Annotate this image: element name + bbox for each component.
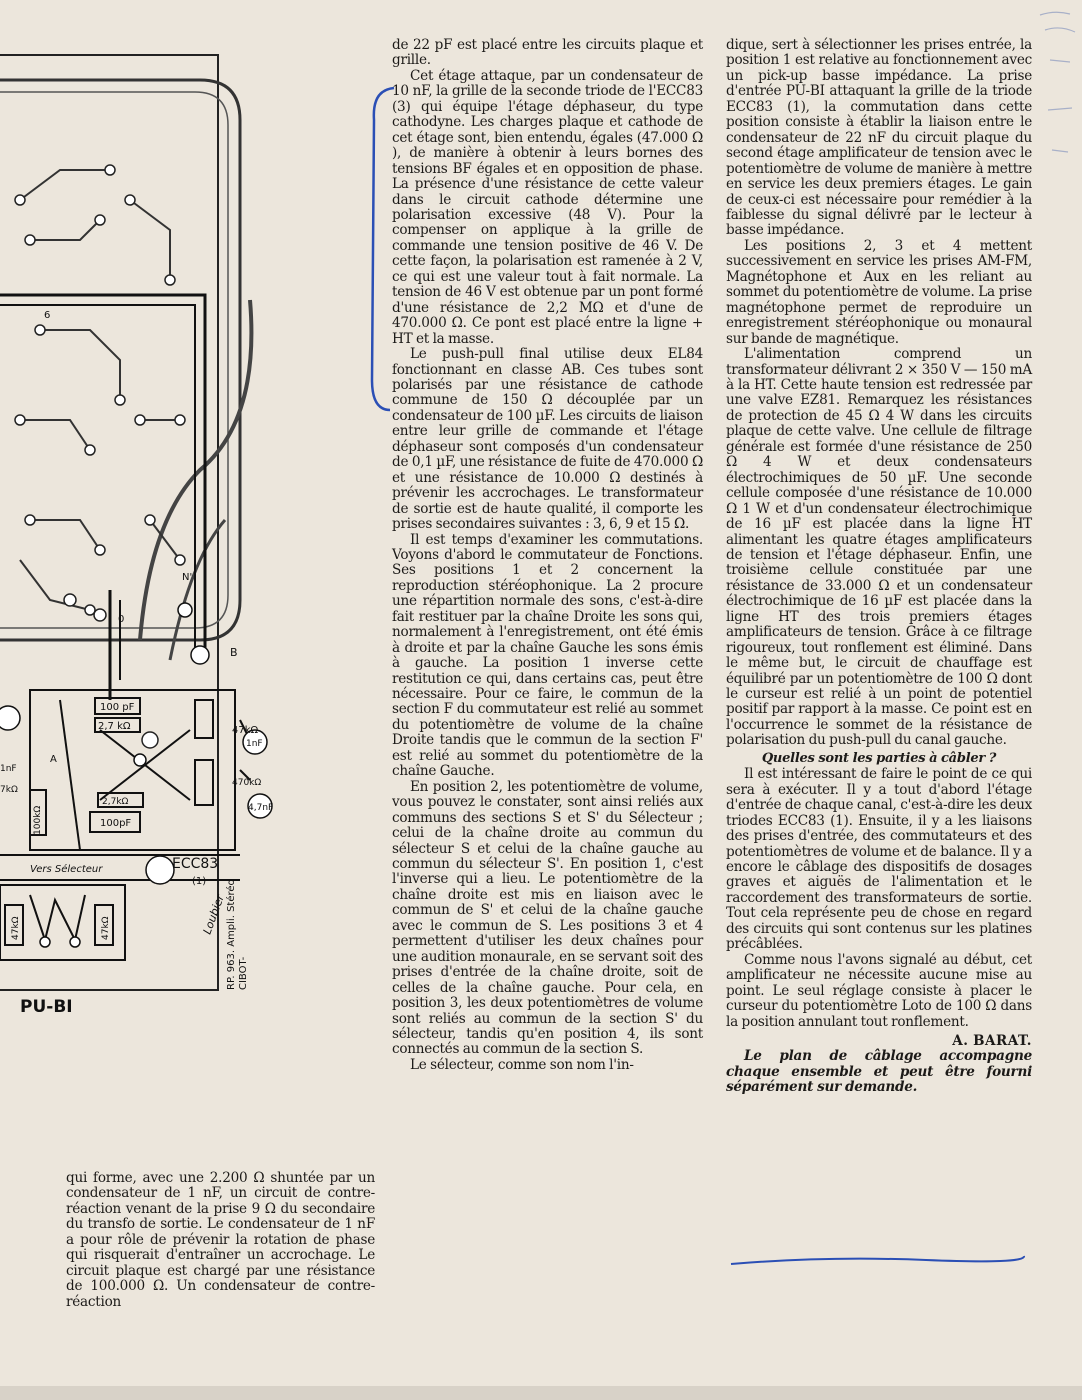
paragraph: dique, sert à sélectionner les prises entrée, la position 1 est relative au fonctionnement avec un pick-up basse impédance. La prise d'entrée PU-BI attaquant la grille de la triode ECC83 (1), la commutation dans cette position consiste à établir la liaison entre le condensateur de 22 nF du circuit plaque du second étage amplificateur de tension avec le potentiomètre de volume de manière à mettre en service les deux premiers étages. Le gain de ceux-ci est nécessaire pour remédier à la faiblesse du signal délivré par le lecteur à basse impédance. bbox=[726, 37, 1032, 239]
label-b: B bbox=[230, 646, 238, 659]
label-7k-left: 7kΩ bbox=[0, 785, 18, 795]
label-47k-right: 47kΩ bbox=[232, 725, 259, 736]
article-column-left bbox=[66, 1171, 375, 1310]
label-6: 6 bbox=[44, 310, 51, 321]
ink-underline-mark bbox=[726, 1250, 1026, 1270]
designer-signature: Loubier bbox=[200, 892, 227, 937]
label-100pf-bottom: 100pF bbox=[100, 818, 132, 829]
label-470k-right: 470kΩ bbox=[232, 778, 262, 788]
article-column-right bbox=[726, 38, 1032, 1096]
page-bottom-edge bbox=[0, 1386, 1082, 1400]
label-n: N' bbox=[182, 572, 193, 583]
paragraph: Le sélecteur, comme son nom l'in- bbox=[410, 1056, 634, 1073]
paragraph: Le push-pull final utilise deux EL84 fonctionnant en classe AB. Ces tubes sont polarisés par une résistance de cathode commune de 150 Ω découplée par un condensateur de 100 µF. Les circuits de liaison entre leur grille de commande et l'étage déphaseur sont composés d'un condensateur de 0,1 µF, une résistance de fuite de 470.000 Ω et une résistance de 10.000 Ω destinés à prévenir les accrochages. Le transformateur de sortie est de haute qualité, il comporte les prises secondaires suivantes : 3, 6, 9 et 15 Ω. bbox=[392, 346, 703, 533]
label-ecc83: ECC83 bbox=[172, 856, 219, 872]
paragraph: Comme nous l'avons signalé au début, cet amplificateur ne nécessite aucune mise au point. Le seul réglage consiste à placer le curseur du potentiomètre Loto de 100 Ω dans la position annulant tout ronflement. bbox=[726, 951, 1032, 1030]
label-pu-bi: PU-BI bbox=[20, 997, 73, 1017]
editorial-note: Le plan de câblage accompagne chaque ensemble et peut être fourni séparément sur demande. bbox=[726, 1048, 1032, 1096]
paragraph: Il est intéressant de faire le point de ce qui sera à exécuter. Il y a tout d'abord l'étage d'entrée de chaque canal, c'est-à-dire les deux triodes ECC83 (1). Ensuite, il y a les liaisons des prises d'entrée, des commutateurs et des potentiomètres de volume et de balance. Il y a encore le câblage des dispositifs de dosages graves et aiguës de l'alimentation et le raccordement des transformateurs de sortie. Tout cela représente peu de chose en regard des circuits qui sont contenus sur les platines précâblées. bbox=[726, 766, 1032, 953]
label-1nf-right: 1nF bbox=[246, 739, 263, 749]
paragraph: Les positions 2, 3 et 4 mettent successivement en service les prises AM-FM, Magnétophone et Aux en les reliant au sommet du potentiomètre de volume. La prise magnétophone permet de reproduire un enregistrement stéréophonique ou monaural sur bande de magnétique. bbox=[726, 237, 1032, 347]
label-100k-left: 100kΩ bbox=[33, 805, 43, 835]
paragraph: Il est temps d'examiner les commutations. Voyons d'abord le commutateur de Fonctions. Ses positions 1 et 2 concernent la reproduction stéréophonique. La 2 procure une répartition normale des sons, c'est-à-dire fait restituer par la chaîne Droite les sons qui, normalement à l'enregistrement, ont été émis à droite et par la chaîne Gauche les sons émis à gauche. La position 1 inverse cette restitution ce qui, dans certains cas, peut être nécessaire. Pour ce faire, le commun de la section F du commutateur est relié au sommet du potentiomètre de volume de la chaîne Droite tandis que le commun de la section F' est relié au sommet du potentiomètre de la chaîne Gauche. bbox=[392, 531, 703, 780]
paragraph: qui forme, avec une 2.200 Ω shuntée par un condensateur de 1 nF, un circuit de contre-réaction venant de la prise 9 Ω du secondaire du transfo de sortie. Le condensateur de 1 nF a pour rôle de prévenir la rotation de phase qui risquerait d'entraîner un accrochage. Le circuit plaque est chargé par une résistance de 100.000 Ω. Un condensateur de contre-réaction bbox=[66, 1170, 375, 1310]
label-0: 0 bbox=[118, 614, 125, 625]
article-column-middle bbox=[392, 38, 703, 1073]
paragraph: En position 2, les potentiomètre de volume, vous pouvez le constater, sont ainsi reliés aux communs des sections S et S' du Sélecteur ; celui de la chaîne droite au commun du sélecteur S et celui de la chaîne gauche au commun du sélecteur S'. En position 1, c'est l'inverse qui a lieu. Le potentiomètre de la chaîne droite est mis en liaison avec le commun de S' et celui de la chaîne gauche avec le commun de S. Les positions 3 et 4 permettent d'utiliser les deux chaînes pour une audition monaurale, en se servant soit des prises d'entrée de la chaîne droite, soit de celles de la chaîne gauche. Pour cela, en position 3, les deux potentiomètres de volume sont reliés au commun de la section S' du sélecteur, tandis qu'en position 4, ils sont connectés au commun de la section S. bbox=[392, 778, 703, 1058]
label-47k-a: 47kΩ bbox=[11, 916, 21, 940]
pencil-marks bbox=[1030, 0, 1082, 200]
label-1nf-left: 1nF bbox=[0, 764, 17, 774]
label-100pf-top: 100 pF bbox=[100, 702, 135, 713]
label-vers-selecteur: Vers Sélecteur bbox=[30, 864, 103, 875]
label-ecc83-number: (1) bbox=[192, 876, 207, 887]
wiring-diagram bbox=[0, 0, 390, 1060]
label-2-7k: 2,7 kΩ bbox=[98, 721, 131, 732]
label-4-7nf-right: 4,7nF bbox=[248, 803, 274, 813]
label-47k-b: 47kΩ bbox=[101, 916, 111, 940]
paragraph: Cet étage attaque, par un condensateur de 10 nF, la grille de la seconde triode de l'ECC83 (3) qui équipe l'étage déphaseur, du type cathodyne. Les charges plaque et cathode de cet étage sont, bien entendu, égales (47.000 Ω ), de manière à obtenir à leurs bornes des tensions BF égales et en opposition de phase. La présence d'une résistance de cette valeur dans le circuit cathode détermine une polarisation excessive (48 V). Pour la compenser on applique à la grille de commande une tension positive de 46 V. De cette façon, la polarisation est ramenée à 2 V, ce qui est une valeur tout à fait normale. La tension de 46 V est obtenue par un pont formé d'une résistance de 2,2 MΩ et d'une de 470.000 Ω. Ce pont est placé entre la ligne + HT et la masse. bbox=[392, 67, 703, 347]
ink-bracket-mark bbox=[362, 80, 402, 420]
paragraph: L'alimentation comprend un transformateur délivrant 2 × 350 V — 150 mA à la HT. Cette haute tension est redressée par une valve EZ81. Remarquez les résistances de protection de 45 Ω 4 W dans les circuits plaque de cette valve. Une cellule de filtrage générale est formée d'une résistance de 250 Ω 4 W et deux condensateurs électrochimiques de 50 µF. Une seconde cellule composée d'une résistance de 10.000 Ω 1 W et d'un condensateur électrochimique de 16 µF est placée dans la ligne HT alimentant les quatre étages amplificateurs de tension et l'étage déphaseur. Enfin, une troisième cellule constituée par une résistance de 33.000 Ω et un condensateur électrochimique de 16 µF est placée dans la ligne HT des trois premiers étages amplificateurs de tension. Grâce à ce filtrage rigoureux, tout ronflement est éliminé. Dans le même but, le circuit de chauffage est équilibré par un potentiomètre de 100 Ω dont le curseur est relié à un point de potentiel positif par rapport à la masse. Ce point est en l'occurrence le sommet de la résistance de polarisation du push-pull du canal gauche. bbox=[726, 346, 1032, 749]
label-rp963: RP. 963. Ampli. Stéréo bbox=[226, 879, 237, 990]
paragraph: de 22 pF est placé entre les circuits plaque et grille. bbox=[392, 37, 703, 69]
label-a: A bbox=[50, 754, 57, 765]
section-heading: Quelles sont les parties à câbler ? bbox=[761, 750, 997, 766]
author-signature: A. BARAT. bbox=[952, 1033, 1032, 1049]
label-2-7k-b: 2,7kΩ bbox=[102, 797, 129, 807]
label-cibot: CIBOT- bbox=[238, 956, 249, 990]
